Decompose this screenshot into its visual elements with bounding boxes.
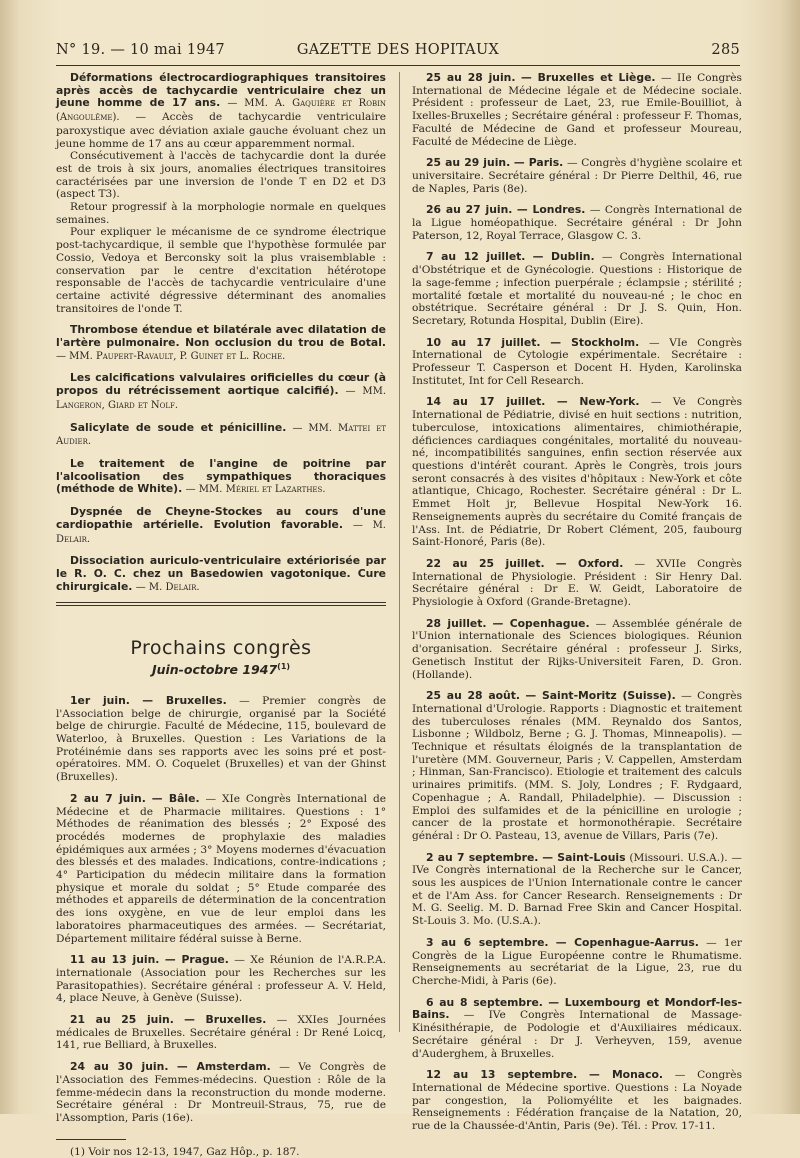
congress-text: — IVe Congrès International de Massage-Kinésithérapie, de Podologie et d'Auxiliaires médicaux. Secrétaire général : Dr J. Verheyven, 159, avenue d'Auderghem, à Bruxelles. [412, 1009, 742, 1060]
abstract-title: Salicylate de soude et pénicilline. [70, 420, 287, 434]
congress-city: — Bâle. [151, 791, 200, 805]
section-subtitle [56, 661, 386, 677]
congress-text: — Premier congrès de l'Association belge de chirurgie, organisé par la Société belge de chirurgie. Faculté de Médecine, 115, boulevard de Waterloo, à Bruxelles. Question : Les Variations de la Protéinémie dans ses rapports avec les soins pré et post-opératoires. MM. O. Coquelet (Bruxelles) et van der Ghinst (Bruxelles). [56, 694, 386, 784]
footnote-mark: (1) [277, 662, 291, 672]
abstract-paragraph: Consécutivement à l'accès de tachycardie dont la durée est de trois à six jours, anomalies électriques transitoires caractérisées par une inversion de l'onde T en D2 et D3 (aspect T3). [56, 150, 386, 201]
congress-text: — XVIIe Congrès International de Physiologie. Président : Sir Henry Dal. Secrétaire général : Dr E. W. Geidt, Laboratoire de Physiologie à Oxford (Grande-Bretagne). [412, 557, 742, 609]
abstract-paragraph: Retour progressif à la morphologie normale en quelques semaines. [56, 201, 386, 226]
left-column [56, 72, 386, 1158]
congress-text: — Xe Réunion de l'A.R.P.A. internationale (Association pour les Recherches sur les Parasitopathies). Secrétaire général : professeur A. V. Held, 4, place Neuve, à Genève (Suisse). [56, 954, 387, 1005]
congress-date: 21 au 25 juin. [70, 1013, 174, 1027]
abstract-text: — Accès de tachycardie ventriculaire paroxystique avec déviation axiale gauche évoluant chez un jeune homme de 17 ans au cœur apparemment normal. [56, 111, 386, 150]
congress-city: — Monaco. [588, 1068, 663, 1082]
page-header [56, 40, 740, 64]
congress-date: 10 au 17 juillet. [426, 335, 541, 349]
abstract-authors: — MM. Paupert-Ravault, P. Guinet et L. Roche. [56, 350, 286, 362]
congress-entry [412, 1069, 742, 1133]
footnote-rule [56, 1139, 126, 1140]
congress-entry [56, 1061, 386, 1125]
congress-date: 22 au 25 juillet. [426, 556, 545, 570]
congress-city: — Copenhague. [492, 616, 590, 630]
congress-date: 25 au 28 juin. [426, 71, 516, 84]
congress-city: — Dublin. [532, 250, 595, 264]
congress-city: — Bruxelles et Liège. [520, 71, 656, 84]
congress-city: — Paris. [513, 156, 564, 170]
congress-city: — Stockholm. [550, 335, 640, 349]
congress-date: 7 au 12 juillet. [426, 250, 526, 264]
congress-entry [412, 997, 742, 1061]
abstract-entry [56, 555, 386, 594]
congress-city: — Luxembourg et Mondorf-les-Bains. [412, 995, 742, 1022]
abstract-authors: — M. Delair. [56, 519, 386, 545]
congress-city: — Copenhague-Aarrus. [555, 935, 699, 949]
footnote: (1) Voir nos 12-13, 1947, Gaz Hôp., p. 187. [70, 1145, 300, 1158]
abstract-title: Dyspnée de Cheyne-Stockes au cours d'une cardiopathie artérielle. Evolution favorable. [56, 505, 386, 531]
congress-city: — Oxford. [555, 556, 624, 570]
congress-city: — Saint-Moritz (Suisse). [525, 689, 676, 703]
congress-entry [56, 1014, 386, 1052]
congress-entry [412, 204, 742, 242]
congress-entry [412, 690, 742, 842]
congress-text: — Congrès d'hygiène scolaire et universitaire. Secrétaire général : Dr Pierre Delthil, 46, rue de Naples, Paris (8e). [412, 157, 742, 195]
congress-entry [412, 558, 742, 609]
abstract-authors: — MM. Langeron, Giard et Nolf. [56, 386, 386, 411]
congress-text: — Congrès International d'Obstétrique et de Gynécologie. Questions : Historique de la sage-femme ; infection puerpérale ; éclampsie ; stérilité ; mortalité fœtale et mortalité du nouveau-né ; le choc en obstétrique. Secrétaire général : Dr J. S. Quin, Hon. Secretary, Rotunda Hospital, Dublin (Eire). [412, 251, 742, 327]
congress-date: 2 au 7 juin. [70, 791, 146, 805]
congress-text: — XXIes Journées médicales de Bruxelles. Secrétaire général : Dr René Loicq, 141, rue Belliard, à Bruxelles. [56, 1014, 386, 1052]
congress-text: — Ve Congrès de l'Association des Femmes-médecins. Question : Rôle de la femme-médecin dans la reconstruction du monde moderne. Secrétaire général : Dr Montreuil-Straus, 75, rue de l'Assomption, Paris (16e). [56, 1061, 386, 1124]
abstract-entry [56, 324, 386, 363]
page-number: 285 [711, 42, 740, 58]
congress-entry [412, 157, 742, 195]
abstract-authors: — MM. Mattei et Audier. [56, 422, 387, 448]
abstract-entry [56, 458, 386, 497]
congress-date: 28 juillet. [426, 616, 487, 630]
abstract-entry [56, 72, 386, 150]
congress-date: 26 au 27 juin. [426, 203, 513, 217]
congress-text: — IIe Congrès International de Médecine légale et de Médecine sociale. Président : professeur de Laet, 23, rue Emile-Bouilliot, à Ixelles-Bruxelles ; Secrétaire général : professeur F. Thomas, Faculté de Médecine de Gand et professeur Moureau, Faculté de Médecine de Liège. [412, 72, 742, 148]
congress-text: — VIe Congrès International de Cytologie expérimentale. Secrétaire : Professeur T. Casperson et Docent H. Hyden, Karolinska Institutet, Int for Cell Research. [412, 336, 742, 387]
congress-city: — Amsterdam. [176, 1060, 271, 1074]
column-divider [399, 72, 400, 1032]
abstract-title: Le traitement de l'angine de poitrine par l'alcoolisation des sympathiques thoraciques (méthode de White). [56, 456, 386, 496]
congress-date: 3 au 6 septembre. [426, 935, 549, 949]
abstract-entry [56, 372, 386, 412]
abstract-title: Déformations électrocardiographiques transitoires après accès de tachycardie ventriculaire chez un jeune homme de 17 ans. [56, 71, 386, 110]
congress-text: — Congrès International de Médecine sportive. Questions : La Noyade par congestion, la Poliomyélite et les baignades. Renseignements : Fédération française de la Natation, 20, rue de la Chaussée-d'Antin, Paris (9e). Tél. : Prov. 17-11. [412, 1069, 743, 1133]
abstract-entry [56, 506, 386, 546]
congress-entry [412, 937, 742, 988]
congress-text: — XIe Congrès International de Médecine et de Pharmacie militaires. Questions : 1° Méthodes de réanimation des blessés ; 2° Exposé des procédés modernes de prophylaxie des maladies épidémiques aux armées ; 3° Moyens modernes d'évacuation des blessés et des malades. Indications, contre-indications ; 4° Participation du médecin militaire dans la formation physique et morale du soldat ; 5° Etude comparée des méthodes et appareils de détermination de la concentration des ions oxygène, en vue de leur emploi dans les laboratoires pharmaceutiques des armées. — Secrétariat, Département militaire fédéral suisse à Berne. [56, 792, 386, 945]
abstract-paragraph: Pour expliquer le mécanisme de ce syndrome électrique post-tachycardique, il semble que l'hypothèse formulée par Cossio, Vedoya et Berconsky soit la plus vraisemblable : conservation par le centre d'excitation hétérotope responsable de l'accès de tachycardie ventriculaire d'une certaine activité dégressive déterminant des anomalies transitoires de l'onde T. [56, 226, 386, 315]
abstract-authors: — MM. A. Gaquière et Robin (Angoulême). [56, 98, 386, 124]
congress-date: 6 au 8 septembre. [426, 995, 543, 1009]
section-title: Prochains congrès [130, 637, 312, 660]
congress-city: — Londres. [516, 203, 586, 217]
congress-text: — Ve Congrès International de Pédiatrie, divisé en huit sections : nutrition, tuberculose, intoxications alimentaires, chimiothérapie, déficiences cardiaques congénitales, mortalité du nouveau-né, incompatibilités sanguines, enfin section réservée aux questions d'intérêt courant. Après le Congrès, trois jours seront consacrés à des visites d'hôpitaux : New-York et côte atlantique, Chicago, Rochester. Secrétaire général : Dr L. Emmet Holt jr, Bellevue Hospital New-York 16. Renseignements auprès du secrétaire du Comité français de l'Ass. Int. de Pédiatrie, Dr Robert Clément, 205, faubourg Saint-Honoré, Paris (8e). [412, 396, 743, 549]
abstract-title: Les calcifications valvulaires orificielles du cœur (à propos du rétrécissement aortique calcifié). [56, 371, 386, 398]
congress-city: — Saint-Louis [542, 850, 626, 864]
congress-text: (Missouri. U.S.A.). — IVe Congrès international de la Recherche sur le Cancer, sous les auspices de l'Union Internationale contre le cancer et de l'Am Ass. for Cancer Research. Renseignements : Dr M. G. Seelig. M. D. Barnad Free Skin and Cancer Hospital. St-Louis 3. Mo. (U.S.A.). [412, 851, 743, 928]
congress-entry [412, 251, 742, 327]
congress-entry [56, 793, 386, 945]
congress-date: 25 au 29 juin. [426, 156, 511, 170]
abstract-title: Thrombose étendue et bilatérale avec dilatation de l'artère pulmonaire. Non occlusion du trou de Botal. [56, 323, 386, 350]
congress-entry [412, 396, 742, 548]
congress-text: — 1er Congrès de la Ligue Européenne contre le Rhumatisme. Renseignements au secrétariat de la Ligue, 23, rue du Cherche-Midi, à Paris (6e). [412, 936, 743, 987]
abstract-authors: — M. Delair. [135, 581, 200, 593]
abstract-title: Dissociation auriculo-ventriculaire extériorisée par le R. O. C. chez un Basedowien vagotonique. Cure chirurgicale. [56, 554, 386, 593]
congress-date: 11 au 13 juin. [70, 953, 160, 967]
congress-entry [412, 337, 742, 388]
congress-date: 14 au 17 juillet. [426, 395, 546, 409]
congress-date: 1er juin. [70, 693, 130, 707]
congress-text: — Assemblée générale de l'Union internationale des Sciences biologiques. Réunion d'organisation. Secrétaire général : professeur J. Sirks, Genetisch Institut der Rijks-Universiteit Faren, D. Gron. (Hollande). [412, 617, 743, 681]
abstract-entry [56, 422, 386, 449]
right-column [412, 72, 742, 1133]
section-divider [56, 602, 386, 606]
journal-title: GAZETTE DES HOPITAUX [296, 42, 500, 58]
congress-date: 12 au 13 septembre. [426, 1068, 578, 1082]
congress-entry [412, 852, 742, 928]
congress-city: — Prague. [164, 953, 229, 967]
section-subtitle-text: Juin-octobre 1947 [151, 662, 278, 678]
congress-date: 24 au 30 juin. [70, 1060, 169, 1074]
abstract-authors: — MM. Mériel et Lazarthes. [185, 484, 326, 496]
congress-entry [56, 695, 386, 784]
congress-date: 2 au 7 septembre. [426, 850, 539, 864]
congress-text: — Congrès International d'Urologie. Rapports : Diagnostic et traitement des tuberculoses rénales (MM. Reynaldo dos Santos, Lisbonne ; Wildbolz, Berne ; G. J. Thomas, Minneapolis). — Technique et résultats éloignés de la transplantation de l'uretère (MM. Gouverneur, Paris ; V. Cappellen, Amsterdam ; Hinman, San-Francisco). Etiologie et traitement des calculs urinaires primitifs. (MM. S. Joly, Londres ; F. Rydgaard, Copenhague ; A. Randall, Philadelphie). — Discussion : Emploi des sulfamides et de la pénicilline en urologie ; cancer de la prostate et hormonothérapie. Secrétaire général : Dr O. Pasteau, 13, avenue de Villars, Paris (7e). [412, 690, 743, 842]
congress-entry [412, 72, 742, 148]
congress-city: — New-York. [556, 395, 640, 409]
issue-date: N° 19. — 10 mai 1947 [56, 42, 225, 58]
congress-entry [412, 618, 742, 682]
congress-text: — Congrès International de la Ligue homéopathique. Secrétaire général : Dr John Paterson, 12, Royal Terrace, Glasgow C. 3. [412, 204, 742, 242]
congress-city: — Bruxelles. [184, 1013, 267, 1027]
header-rule [56, 65, 740, 66]
congress-entry [56, 954, 386, 1005]
congress-date: 25 au 28 août. [426, 689, 520, 703]
congress-city: — Bruxelles. [142, 693, 227, 707]
